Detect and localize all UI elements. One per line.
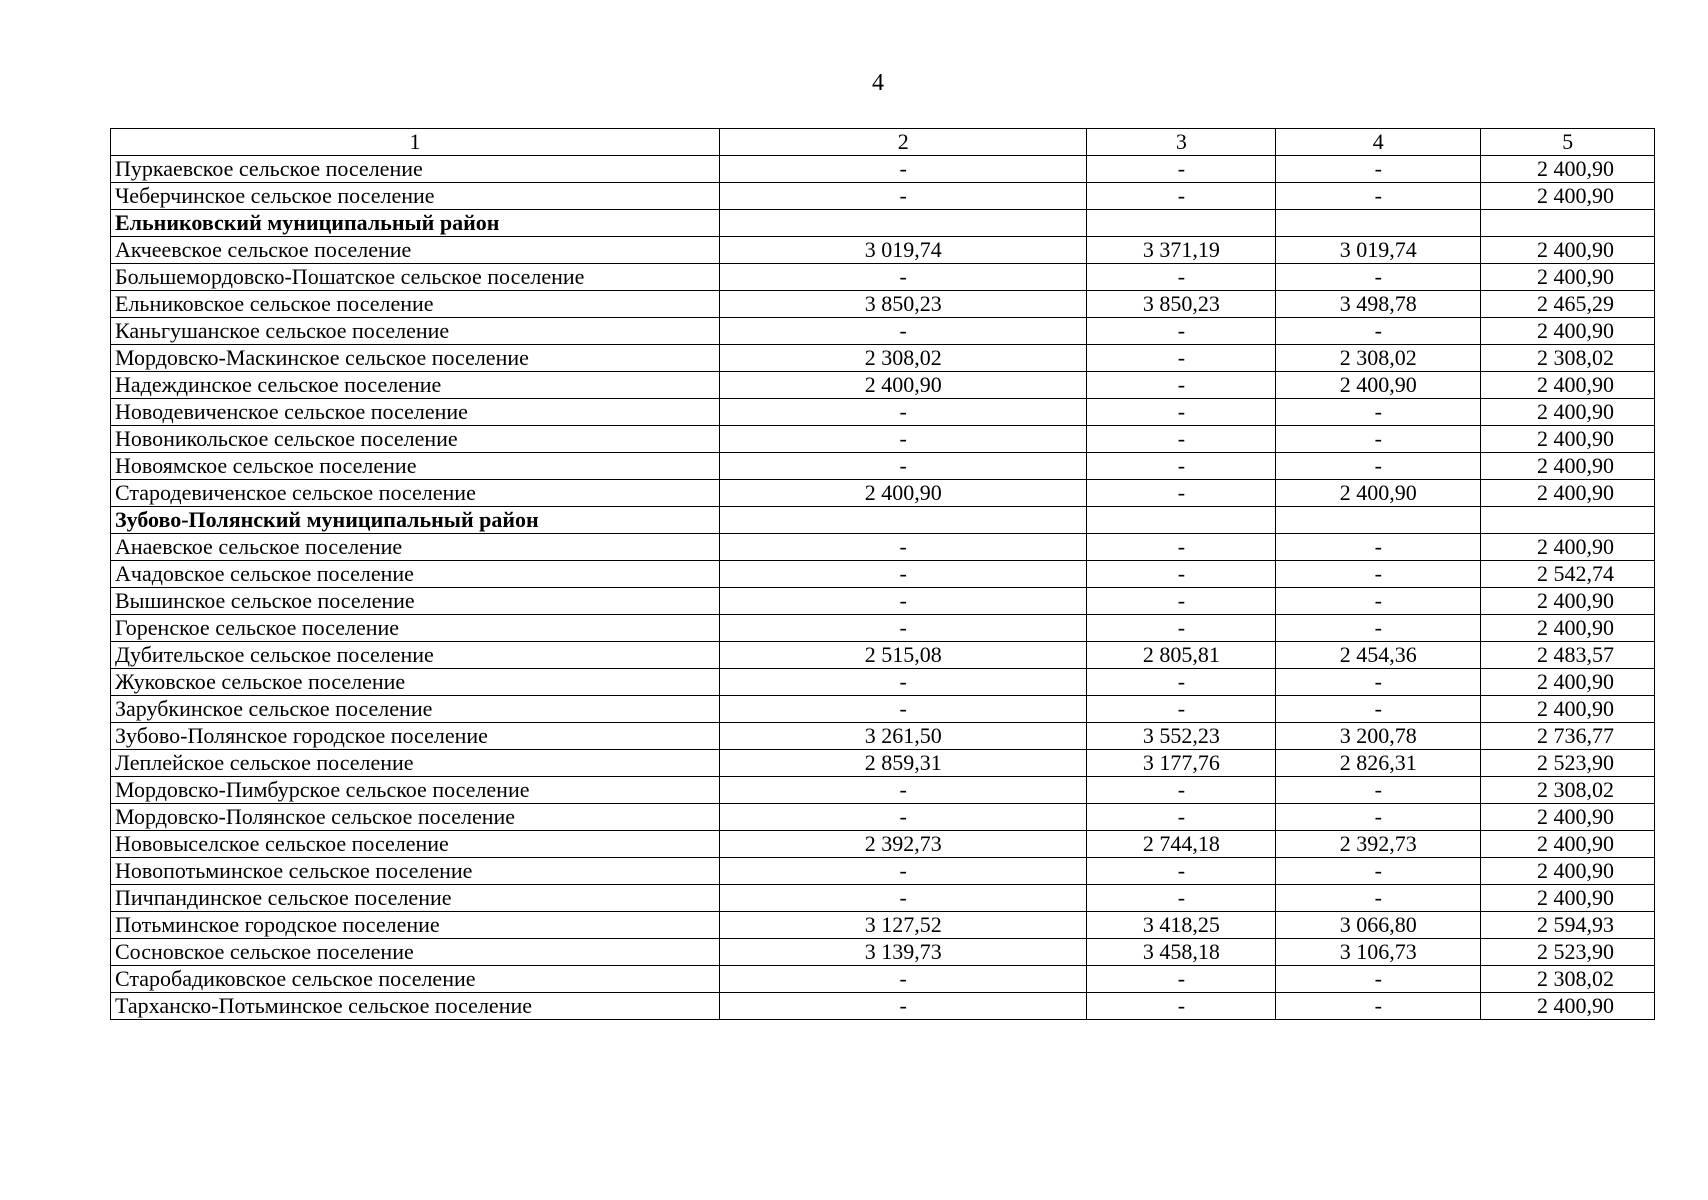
value-col-4: -: [1276, 669, 1481, 696]
table-row: [111, 750, 1655, 777]
column-header: 4: [1276, 129, 1481, 156]
settlement-name: Дубительское сельское поселение: [111, 642, 720, 669]
table-row: [111, 426, 1655, 453]
value-col-3: -: [1087, 993, 1276, 1020]
value-col-4: 2 454,36: [1276, 642, 1481, 669]
value-col-5: 2 400,90: [1481, 237, 1655, 264]
value-col-2: 2 859,31: [719, 750, 1087, 777]
value-col-3: -: [1087, 264, 1276, 291]
section-header-row: [111, 210, 1655, 237]
value-col-2: -: [719, 534, 1087, 561]
empty-cell: [1087, 507, 1276, 534]
value-col-3: -: [1087, 426, 1276, 453]
value-col-2: 2 400,90: [719, 480, 1087, 507]
value-col-5: 2 400,90: [1481, 669, 1655, 696]
value-col-5: 2 523,90: [1481, 750, 1655, 777]
table-row: [111, 399, 1655, 426]
table-body: [111, 129, 1655, 1020]
value-col-5: 2 400,90: [1481, 885, 1655, 912]
settlement-name: Пуркаевское сельское поселение: [111, 156, 720, 183]
column-header: 1: [111, 129, 720, 156]
value-col-3: -: [1087, 453, 1276, 480]
page-number: 4: [872, 70, 884, 96]
table-row: [111, 642, 1655, 669]
value-col-4: -: [1276, 156, 1481, 183]
value-col-4: -: [1276, 426, 1481, 453]
value-col-5: 2 400,90: [1481, 993, 1655, 1020]
value-col-4: 3 106,73: [1276, 939, 1481, 966]
table-row: [111, 696, 1655, 723]
settlement-name: Старобадиковское сельское поселение: [111, 966, 720, 993]
value-col-3: 3 458,18: [1087, 939, 1276, 966]
value-col-3: -: [1087, 318, 1276, 345]
table-row: [111, 291, 1655, 318]
settlement-name: Леплейское сельское поселение: [111, 750, 720, 777]
value-col-2: 2 308,02: [719, 345, 1087, 372]
value-col-4: 3 019,74: [1276, 237, 1481, 264]
table-row: [111, 831, 1655, 858]
settlement-name: Мордовско-Маскинское сельское поселение: [111, 345, 720, 372]
settlement-name: Новодевиченское сельское поселение: [111, 399, 720, 426]
settlement-name: Пичпандинское сельское поселение: [111, 885, 720, 912]
value-col-3: 2 805,81: [1087, 642, 1276, 669]
table-row: [111, 183, 1655, 210]
value-col-5: 2 400,90: [1481, 399, 1655, 426]
value-col-3: -: [1087, 183, 1276, 210]
table-row: [111, 912, 1655, 939]
settlement-name: Зубово-Полянское городское поселение: [111, 723, 720, 750]
table-row: [111, 885, 1655, 912]
settlement-name: Новопотьминское сельское поселение: [111, 858, 720, 885]
table-row: [111, 264, 1655, 291]
value-col-5: 2 736,77: [1481, 723, 1655, 750]
settlement-name: Акчеевское сельское поселение: [111, 237, 720, 264]
value-col-4: -: [1276, 696, 1481, 723]
value-col-4: 3 066,80: [1276, 912, 1481, 939]
value-col-2: -: [719, 588, 1087, 615]
value-col-5: 2 483,57: [1481, 642, 1655, 669]
value-col-5: 2 523,90: [1481, 939, 1655, 966]
value-col-3: -: [1087, 669, 1276, 696]
value-col-4: -: [1276, 264, 1481, 291]
value-col-4: -: [1276, 966, 1481, 993]
value-col-3: -: [1087, 588, 1276, 615]
value-col-3: -: [1087, 885, 1276, 912]
value-col-5: 2 400,90: [1481, 858, 1655, 885]
table-row: [111, 453, 1655, 480]
table-row: [111, 534, 1655, 561]
value-col-2: -: [719, 966, 1087, 993]
value-col-5: 2 400,90: [1481, 318, 1655, 345]
value-col-4: -: [1276, 804, 1481, 831]
value-col-4: -: [1276, 588, 1481, 615]
value-col-2: 3 139,73: [719, 939, 1087, 966]
table-row: [111, 939, 1655, 966]
value-col-3: -: [1087, 858, 1276, 885]
table-row: [111, 318, 1655, 345]
section-title: Зубово-Полянский муниципальный район: [111, 507, 720, 534]
value-col-5: 2 400,90: [1481, 453, 1655, 480]
value-col-5: 2 400,90: [1481, 426, 1655, 453]
value-col-4: -: [1276, 615, 1481, 642]
value-col-4: -: [1276, 993, 1481, 1020]
settlement-name: Новоникольское сельское поселение: [111, 426, 720, 453]
value-col-2: 3 127,52: [719, 912, 1087, 939]
table-row: [111, 777, 1655, 804]
settlement-name: Каньгушанское сельское поселение: [111, 318, 720, 345]
value-col-4: 3 200,78: [1276, 723, 1481, 750]
value-col-2: -: [719, 804, 1087, 831]
value-col-3: -: [1087, 156, 1276, 183]
table-row: [111, 669, 1655, 696]
table-row: [111, 723, 1655, 750]
table-row: [111, 372, 1655, 399]
value-col-4: -: [1276, 858, 1481, 885]
value-col-5: 2 400,90: [1481, 156, 1655, 183]
column-header: 3: [1087, 129, 1276, 156]
table-row: [111, 480, 1655, 507]
table-row: [111, 561, 1655, 588]
value-col-2: 2 515,08: [719, 642, 1087, 669]
value-col-2: -: [719, 426, 1087, 453]
column-header: 2: [719, 129, 1087, 156]
empty-cell: [1276, 210, 1481, 237]
table-row: [111, 966, 1655, 993]
settlement-name: Зарубкинское сельское поселение: [111, 696, 720, 723]
table-row: [111, 993, 1655, 1020]
value-col-5: 2 594,93: [1481, 912, 1655, 939]
value-col-2: 2 392,73: [719, 831, 1087, 858]
value-col-2: -: [719, 993, 1087, 1020]
column-header: 5: [1481, 129, 1655, 156]
value-col-5: 2 400,90: [1481, 480, 1655, 507]
value-col-4: -: [1276, 885, 1481, 912]
column-number-row: [111, 129, 1655, 156]
value-col-2: -: [719, 453, 1087, 480]
empty-cell: [1481, 507, 1655, 534]
value-col-5: 2 400,90: [1481, 615, 1655, 642]
settlement-name: Потьминское городское поселение: [111, 912, 720, 939]
table-row: [111, 804, 1655, 831]
settlement-name: Мордовско-Полянское сельское поселение: [111, 804, 720, 831]
value-col-3: -: [1087, 399, 1276, 426]
value-col-5: 2 400,90: [1481, 804, 1655, 831]
empty-cell: [1481, 210, 1655, 237]
value-col-4: -: [1276, 399, 1481, 426]
settlement-name: Большемордовско-Пошатское сельское поселение: [111, 264, 720, 291]
value-col-3: -: [1087, 804, 1276, 831]
empty-cell: [1276, 507, 1481, 534]
value-col-2: -: [719, 561, 1087, 588]
value-col-4: 2 826,31: [1276, 750, 1481, 777]
table-row: [111, 156, 1655, 183]
value-col-5: 2 542,74: [1481, 561, 1655, 588]
settlement-name: Горенское сельское поселение: [111, 615, 720, 642]
table-row: [111, 615, 1655, 642]
settlement-name: Новоямское сельское поселение: [111, 453, 720, 480]
value-col-3: -: [1087, 480, 1276, 507]
settlement-name: Стародевиченское сельское поселение: [111, 480, 720, 507]
value-col-5: 2 400,90: [1481, 588, 1655, 615]
value-col-2: -: [719, 399, 1087, 426]
value-col-2: 2 400,90: [719, 372, 1087, 399]
settlement-name: Ельниковское сельское поселение: [111, 291, 720, 318]
value-col-2: -: [719, 696, 1087, 723]
value-col-3: 2 744,18: [1087, 831, 1276, 858]
value-col-3: -: [1087, 696, 1276, 723]
value-col-4: -: [1276, 183, 1481, 210]
value-col-4: -: [1276, 777, 1481, 804]
value-col-4: 2 308,02: [1276, 345, 1481, 372]
value-col-4: -: [1276, 318, 1481, 345]
value-col-5: 2 400,90: [1481, 183, 1655, 210]
value-col-3: -: [1087, 561, 1276, 588]
value-col-2: 3 261,50: [719, 723, 1087, 750]
empty-cell: [719, 210, 1087, 237]
value-col-5: 2 308,02: [1481, 777, 1655, 804]
value-col-2: 3 019,74: [719, 237, 1087, 264]
value-col-3: 3 371,19: [1087, 237, 1276, 264]
settlement-name: Мордовско-Пимбурское сельское поселение: [111, 777, 720, 804]
empty-cell: [719, 507, 1087, 534]
value-col-3: -: [1087, 615, 1276, 642]
settlement-name: Ачадовское сельское поселение: [111, 561, 720, 588]
value-col-2: -: [719, 156, 1087, 183]
value-col-2: -: [719, 264, 1087, 291]
value-col-2: -: [719, 183, 1087, 210]
value-col-2: -: [719, 885, 1087, 912]
value-col-5: 2 400,90: [1481, 372, 1655, 399]
value-col-5: 2 400,90: [1481, 264, 1655, 291]
settlement-name: Сосновское сельское поселение: [111, 939, 720, 966]
empty-cell: [1087, 210, 1276, 237]
value-col-4: 2 392,73: [1276, 831, 1481, 858]
settlement-name: Надеждинское сельское поселение: [111, 372, 720, 399]
value-col-2: -: [719, 777, 1087, 804]
value-col-3: -: [1087, 534, 1276, 561]
value-col-3: 3 177,76: [1087, 750, 1276, 777]
section-header-row: [111, 507, 1655, 534]
value-col-3: -: [1087, 777, 1276, 804]
settlement-name: Жуковское сельское поселение: [111, 669, 720, 696]
table-row: [111, 237, 1655, 264]
tariff-table: [110, 128, 1655, 1020]
value-col-5: 2 308,02: [1481, 345, 1655, 372]
value-col-3: 3 418,25: [1087, 912, 1276, 939]
value-col-3: -: [1087, 345, 1276, 372]
value-col-3: 3 552,23: [1087, 723, 1276, 750]
section-title: Ельниковский муниципальный район: [111, 210, 720, 237]
table-row: [111, 345, 1655, 372]
value-col-4: -: [1276, 534, 1481, 561]
value-col-5: 2 465,29: [1481, 291, 1655, 318]
value-col-2: -: [719, 615, 1087, 642]
value-col-5: 2 400,90: [1481, 696, 1655, 723]
settlement-name: Вышинское сельское поселение: [111, 588, 720, 615]
settlement-name: Нововыселское сельское поселение: [111, 831, 720, 858]
settlement-name: Тарханско-Потьминское сельское поселение: [111, 993, 720, 1020]
settlement-name: Чеберчинское сельское поселение: [111, 183, 720, 210]
table-row: [111, 588, 1655, 615]
settlement-name: Анаевское сельское поселение: [111, 534, 720, 561]
value-col-4: 2 400,90: [1276, 480, 1481, 507]
value-col-2: -: [719, 858, 1087, 885]
value-col-5: 2 308,02: [1481, 966, 1655, 993]
value-col-5: 2 400,90: [1481, 534, 1655, 561]
value-col-2: -: [719, 318, 1087, 345]
value-col-3: -: [1087, 372, 1276, 399]
value-col-4: -: [1276, 561, 1481, 588]
value-col-3: 3 850,23: [1087, 291, 1276, 318]
value-col-4: 3 498,78: [1276, 291, 1481, 318]
value-col-2: -: [719, 669, 1087, 696]
value-col-2: 3 850,23: [719, 291, 1087, 318]
value-col-3: -: [1087, 966, 1276, 993]
value-col-4: 2 400,90: [1276, 372, 1481, 399]
table-row: [111, 858, 1655, 885]
value-col-5: 2 400,90: [1481, 831, 1655, 858]
value-col-4: -: [1276, 453, 1481, 480]
